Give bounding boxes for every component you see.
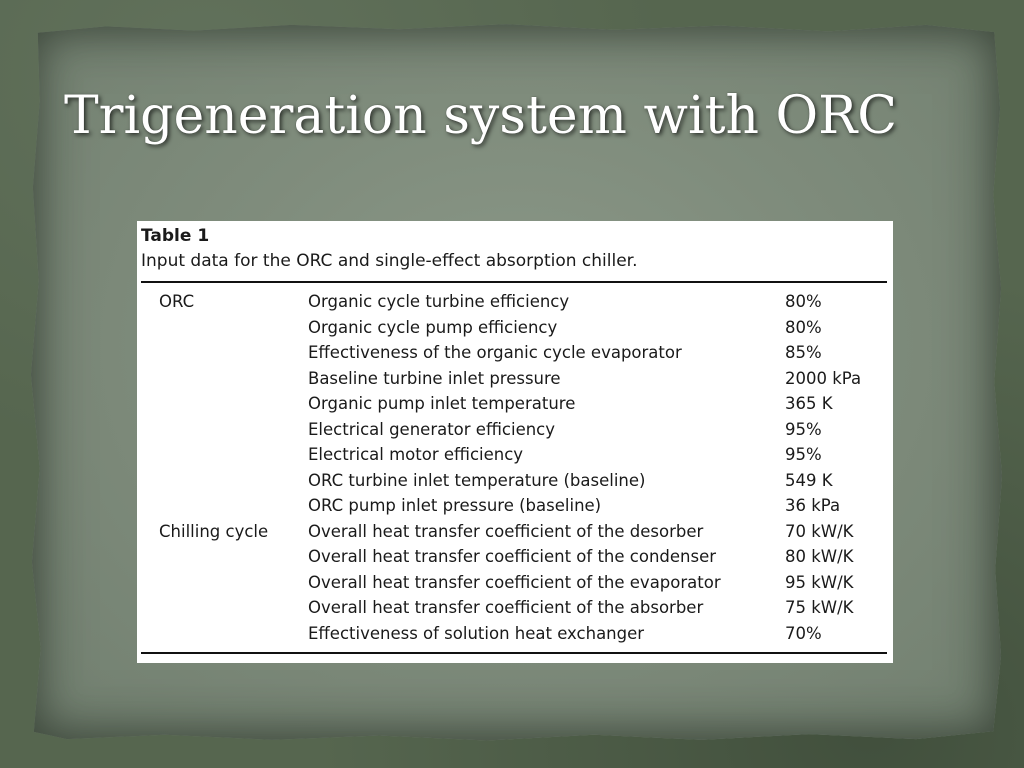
row-value: 95% [785,445,822,464]
table-bottom-rule [141,652,887,654]
table-row [137,595,893,621]
row-value: 70% [785,623,822,643]
row-value: 549 K [785,470,833,490]
row-parameter: Electrical motor efficiency [308,445,524,464]
row-value: 80% [785,292,822,311]
row-parameter: ORC pump inlet pressure (baseline) [308,496,602,515]
table-caption: Input data for the ORC and single-effect absorption chiller. [141,251,638,271]
row-parameter: Organic cycle pump efficiency [308,317,558,337]
row-value: 75 kW/K [785,598,854,617]
row-parameter: Overall heat transfer coefficient of the absorber [308,598,704,617]
row-parameter: Overall heat transfer coefficient of the condenser [308,547,717,566]
row-group: ORC [159,292,195,311]
table-row [137,570,893,596]
table-figure [137,221,893,663]
table-row [137,621,893,647]
row-value: 36 kPa [785,496,841,515]
row-parameter: Overall heat transfer coefficient of the evaporator [308,572,721,592]
table-row [137,315,893,341]
table-row [137,366,893,392]
row-parameter: Electrical generator efficiency [308,419,556,439]
table-top-rule [141,281,887,283]
table-row [137,519,893,545]
row-value: 70 kW/K [785,521,854,541]
row-parameter: Organic pump inlet temperature [308,394,576,413]
row-value: 80 kW/K [785,547,854,566]
row-value: 365 K [785,394,833,413]
row-parameter: ORC turbine inlet temperature (baseline) [308,470,646,490]
row-group: Chilling cycle [159,521,269,541]
slide-title: Trigeneration system with ORC [64,86,898,146]
row-parameter: Effectiveness of solution heat exchanger [308,623,645,643]
table-row [137,442,893,468]
table-row [137,391,893,417]
row-value: 95 kW/K [785,572,854,592]
table-body [137,289,893,646]
row-parameter: Baseline turbine inlet pressure [308,368,561,388]
table-row [137,544,893,570]
table-row [137,468,893,494]
row-value: 85% [785,343,822,362]
table-row [137,289,893,315]
row-parameter: Overall heat transfer coefficient of the desorber [308,521,704,541]
table-row [137,417,893,443]
row-parameter: Effectiveness of the organic cycle evaporator [308,343,682,362]
table-label: Table 1 [141,226,210,246]
row-parameter: Organic cycle turbine efficiency [308,292,570,311]
row-value: 95% [785,419,822,439]
row-value: 2000 kPa [785,368,862,388]
table-row [137,340,893,366]
row-value: 80% [785,317,822,337]
table-row [137,493,893,519]
